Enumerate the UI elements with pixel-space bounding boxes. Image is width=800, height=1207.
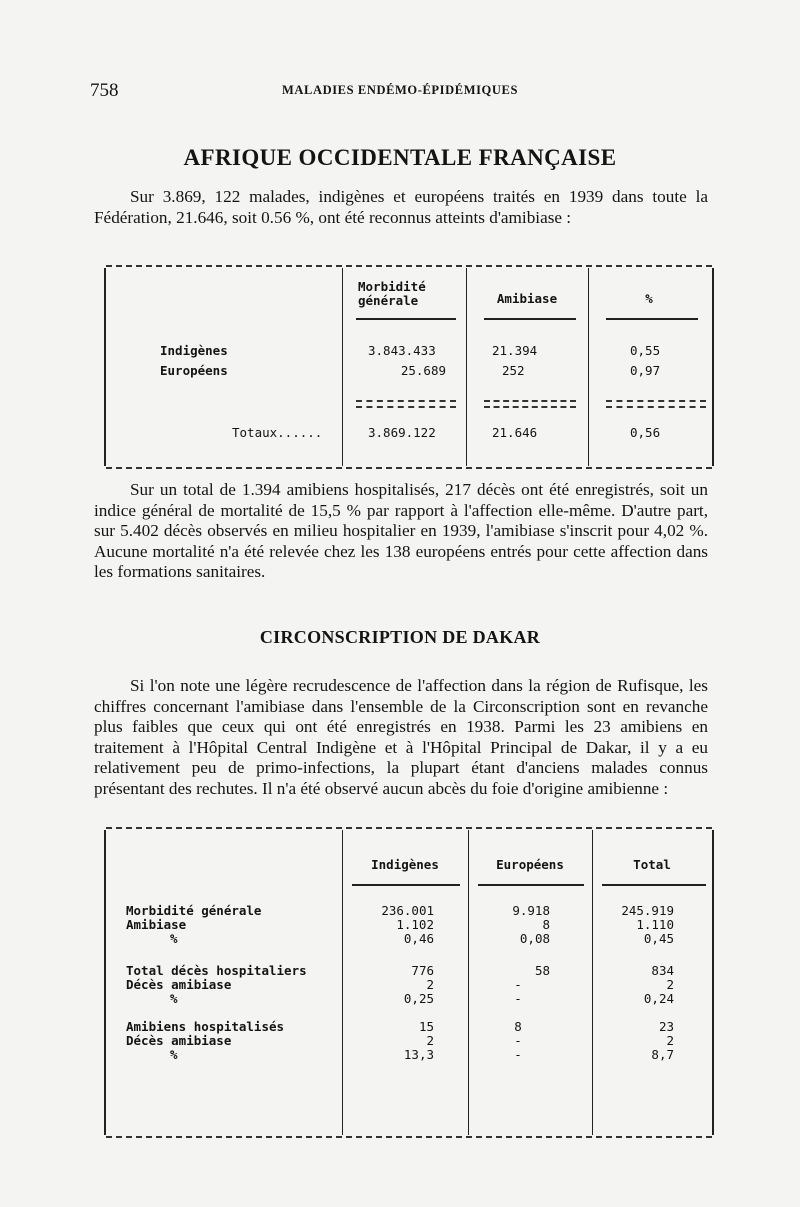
column-divider — [592, 830, 593, 1135]
cell-value: 23 — [658, 1019, 674, 1034]
row-label-deces-amibiase: Décès amibiase — [126, 977, 232, 992]
cell-value: 0,24 — [643, 991, 674, 1006]
total-rule — [606, 400, 706, 408]
header-rule — [352, 884, 460, 886]
row-label-morbidite: Morbidité générale — [126, 903, 262, 918]
cell-value: 1.110 — [636, 917, 674, 932]
cell-value: 3.869.122 — [368, 425, 436, 440]
section-title: AFRIQUE OCCIDENTALE FRANÇAISE — [183, 145, 617, 170]
header-indigenes: Indigènes — [371, 857, 439, 872]
cell-value: 245.919 — [621, 903, 674, 918]
column-divider — [342, 830, 343, 1135]
cell-value: 2 — [666, 977, 674, 992]
header-rule — [602, 884, 706, 886]
cell-value: - — [514, 1033, 522, 1048]
row-label-amibiens-hospitalises: Amibiens hospitalisés — [126, 1019, 285, 1034]
cell-value: 8,7 — [651, 1047, 674, 1062]
table-top-border — [106, 265, 712, 267]
cell-value: 2 — [666, 1033, 674, 1048]
cell-value: 2 — [426, 1033, 434, 1048]
cell-value: 236.001 — [381, 903, 434, 918]
row-label-amibiase: Amibiase — [126, 917, 187, 932]
cell-value: 21.394 — [492, 343, 538, 358]
cell-value: 776 — [411, 963, 434, 978]
cell-value: 0,45 — [643, 931, 674, 946]
cell-value: 3.843.433 — [368, 343, 436, 358]
amibiasis-table-federation — [104, 268, 714, 466]
header-rule — [606, 318, 698, 320]
paragraph-mortality: Sur un total de 1.394 amibiens hospitalisés, 217 décès ont été enregistrés, soit un indice général de mortalité de 15,5 % par rapport à l'affection elle-même. D'autre part, sur 5.402 décès observés en milieu hospitalier en 1939, l'amibiase s'inscrit pour 4,02 %. Aucune mortalité n'a été relevée chez les 138 européens entrés pour cette affection dans les formations sanitaires. — [94, 480, 708, 582]
subsection-title: CIRCONSCRIPTION DE DAKAR — [259, 627, 541, 647]
header-morbidite: Morbidité générale — [358, 279, 426, 308]
cell-value: 0,56 — [630, 425, 661, 440]
table-bottom-border — [106, 1136, 712, 1138]
cell-value: 834 — [651, 963, 674, 978]
cell-value: - — [514, 1047, 522, 1062]
row-label-deces-amibiase: Décès amibiase — [126, 1033, 232, 1048]
table-top-border — [106, 827, 712, 829]
total-rule — [484, 400, 576, 408]
cell-value: 1.102 — [396, 917, 434, 932]
row-label-total-deces: Total décès hospitaliers — [126, 963, 307, 978]
cell-value: 0,08 — [519, 931, 550, 946]
row-label-indigenes: Indigènes — [160, 343, 228, 358]
amibiasis-table-dakar — [104, 830, 714, 1135]
row-label-totaux: Totaux...... — [232, 425, 323, 440]
cell-value: - — [514, 991, 522, 1006]
row-label-europeens: Européens — [160, 363, 228, 378]
cell-value: 9.918 — [512, 903, 550, 918]
row-label-percent: % — [170, 1047, 178, 1062]
header-europeens: Européens — [496, 857, 564, 872]
page-number: 758 — [90, 80, 119, 101]
row-label-percent: % — [170, 991, 178, 1006]
cell-value: 13,3 — [403, 1047, 434, 1062]
cell-value: 0,97 — [630, 363, 661, 378]
cell-value: 15 — [418, 1019, 434, 1034]
row-label-percent: % — [170, 931, 178, 946]
running-head — [90, 80, 710, 104]
paragraph-intro: Sur 3.869, 122 malades, indigènes et européens traités en 1939 dans toute la Fédération, 21.646, soit 0.56 %, ont été reconnus atteints d'amibiase : — [94, 187, 708, 227]
cell-value: 0,25 — [403, 991, 434, 1006]
column-divider — [342, 268, 343, 466]
column-divider — [588, 268, 589, 466]
cell-value: 21.646 — [492, 425, 538, 440]
running-title: MALADIES ENDÉMO-ÉPIDÉMIQUES — [281, 83, 518, 97]
header-percent: % — [645, 291, 653, 306]
column-divider — [468, 830, 469, 1135]
cell-value: 252 — [502, 363, 525, 378]
cell-value: 0,46 — [403, 931, 434, 946]
cell-value: 58 — [534, 963, 550, 978]
column-divider — [466, 268, 467, 466]
header-total: Total — [633, 857, 671, 872]
cell-value: 25.689 — [400, 363, 446, 378]
cell-value: 0,55 — [630, 343, 661, 358]
cell-value: 8 — [514, 1019, 522, 1034]
cell-value: 2 — [426, 977, 434, 992]
header-rule — [484, 318, 576, 320]
cell-value: 8 — [542, 917, 550, 932]
cell-value: - — [514, 977, 522, 992]
header-rule — [478, 884, 584, 886]
paragraph-dakar: Si l'on note une légère recrudescence de l'affection dans la région de Rufisque, les chiffres concernant l'amibiase dans l'ensemble de la Circonscription sont en revanche plus faibles que ceux qui ont été enregistrés en 1938. Parmi les 23 amibiens en traitement à l'Hôpital Central Indigène et à l'Hôpital Principal de Dakar, il y a eu relativement peu de primo-infections, la plupart étant d'anciens malades connus présentant des rechutes. Il n'a été observé aucun abcès du foie d'origine amibienne : — [94, 676, 708, 798]
total-rule — [356, 400, 456, 408]
table-bottom-border — [106, 467, 712, 469]
header-amibiase: Amibiase — [496, 291, 558, 306]
header-rule — [356, 318, 456, 320]
